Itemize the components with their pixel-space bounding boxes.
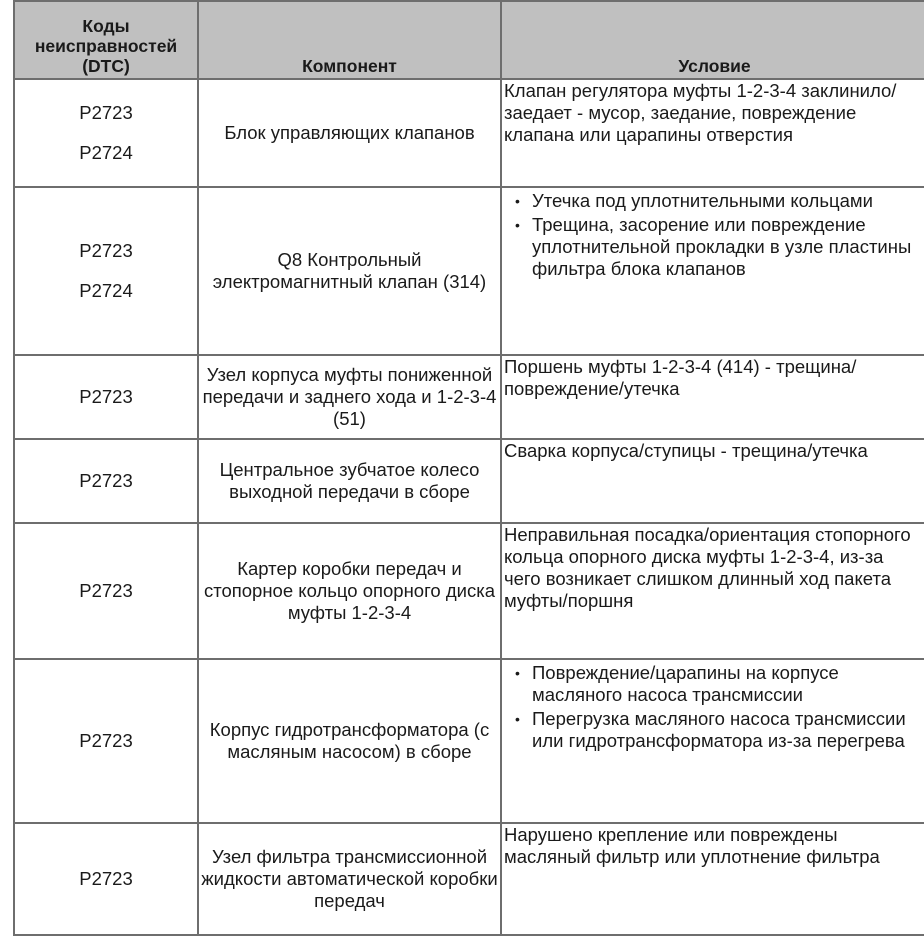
condition-bullet: • Трещина, засорение или повреждение уплотнительной прокладки в узле пластины фильтра блока клапанов <box>532 214 924 280</box>
condition-cell: Поршень муфты 1-2-3-4 (414) - трещина/повреждение/утечка <box>501 355 924 439</box>
table-row <box>14 355 924 439</box>
dtc-code-cell <box>14 79 198 187</box>
condition-bullet: • Перегрузка масляного насоса трансмиссии или гидротрансформатора из-за перегрева <box>532 708 924 752</box>
dtc-table <box>13 0 924 936</box>
dtc-code-cell <box>14 823 198 935</box>
component-cell: Картер коробки передач и стопорное кольцо опорного диска муфты 1-2-3-4 <box>198 523 501 659</box>
header-condition: Условие <box>501 1 924 79</box>
condition-cell <box>501 659 924 823</box>
table-row <box>14 79 924 187</box>
table-row <box>14 659 924 823</box>
condition-list <box>504 662 924 752</box>
component-cell: Узел корпуса муфты пониженной передачи и заднего хода и 1-2-3-4 (51) <box>198 355 501 439</box>
dtc-code-cell <box>14 187 198 355</box>
dtc-code: P2724 <box>79 142 133 163</box>
dtc-code: P2723 <box>79 470 133 491</box>
component-cell: Корпус гидротрансформатора (с масляным насосом) в сборе <box>198 659 501 823</box>
dtc-code: P2723 <box>79 868 133 889</box>
dtc-code: P2723 <box>79 102 133 123</box>
condition-cell: Клапан регулятора муфты 1-2-3-4 заклинило/заедает - мусор, заедание, повреждение клапана или царапины отверстия <box>501 79 924 187</box>
condition-list <box>504 190 924 280</box>
condition-cell: Нарушено крепление или повреждены масляный фильтр или уплотнение фильтра <box>501 823 924 935</box>
table-row <box>14 823 924 935</box>
condition-cell: Неправильная посадка/ориентация стопорного кольца опорного диска муфты 1-2-3-4, из-за чего возникает слишком длинный ход пакета муфты/поршня <box>501 523 924 659</box>
dtc-code-cell <box>14 355 198 439</box>
component-cell: Центральное зубчатое колесо выходной передачи в сборе <box>198 439 501 523</box>
dtc-code: P2723 <box>79 386 133 407</box>
dtc-code-cell <box>14 439 198 523</box>
dtc-code: P2723 <box>79 580 133 601</box>
dtc-code-cell <box>14 523 198 659</box>
table-row <box>14 523 924 659</box>
header-dtc-codes: Коды неисправностей (DTC) <box>14 1 198 79</box>
dtc-code: P2723 <box>79 240 133 261</box>
dtc-code-cell <box>14 659 198 823</box>
dtc-code: P2724 <box>79 280 133 301</box>
condition-cell: Сварка корпуса/ступицы - трещина/утечка <box>501 439 924 523</box>
header-component: Компонент <box>198 1 501 79</box>
table-row <box>14 187 924 355</box>
component-cell: Узел фильтра трансмиссионной жидкости автоматической коробки передач <box>198 823 501 935</box>
table-row <box>14 439 924 523</box>
condition-bullet: • Утечка под уплотнительными кольцами <box>532 190 924 212</box>
condition-cell <box>501 187 924 355</box>
dtc-code: P2723 <box>79 730 133 751</box>
table-header-row <box>14 1 924 79</box>
condition-bullet: • Повреждение/царапины на корпусе масляного насоса трансмиссии <box>532 662 924 706</box>
component-cell: Блок управляющих клапанов <box>198 79 501 187</box>
component-cell: Q8 Контрольный электромагнитный клапан (314) <box>198 187 501 355</box>
